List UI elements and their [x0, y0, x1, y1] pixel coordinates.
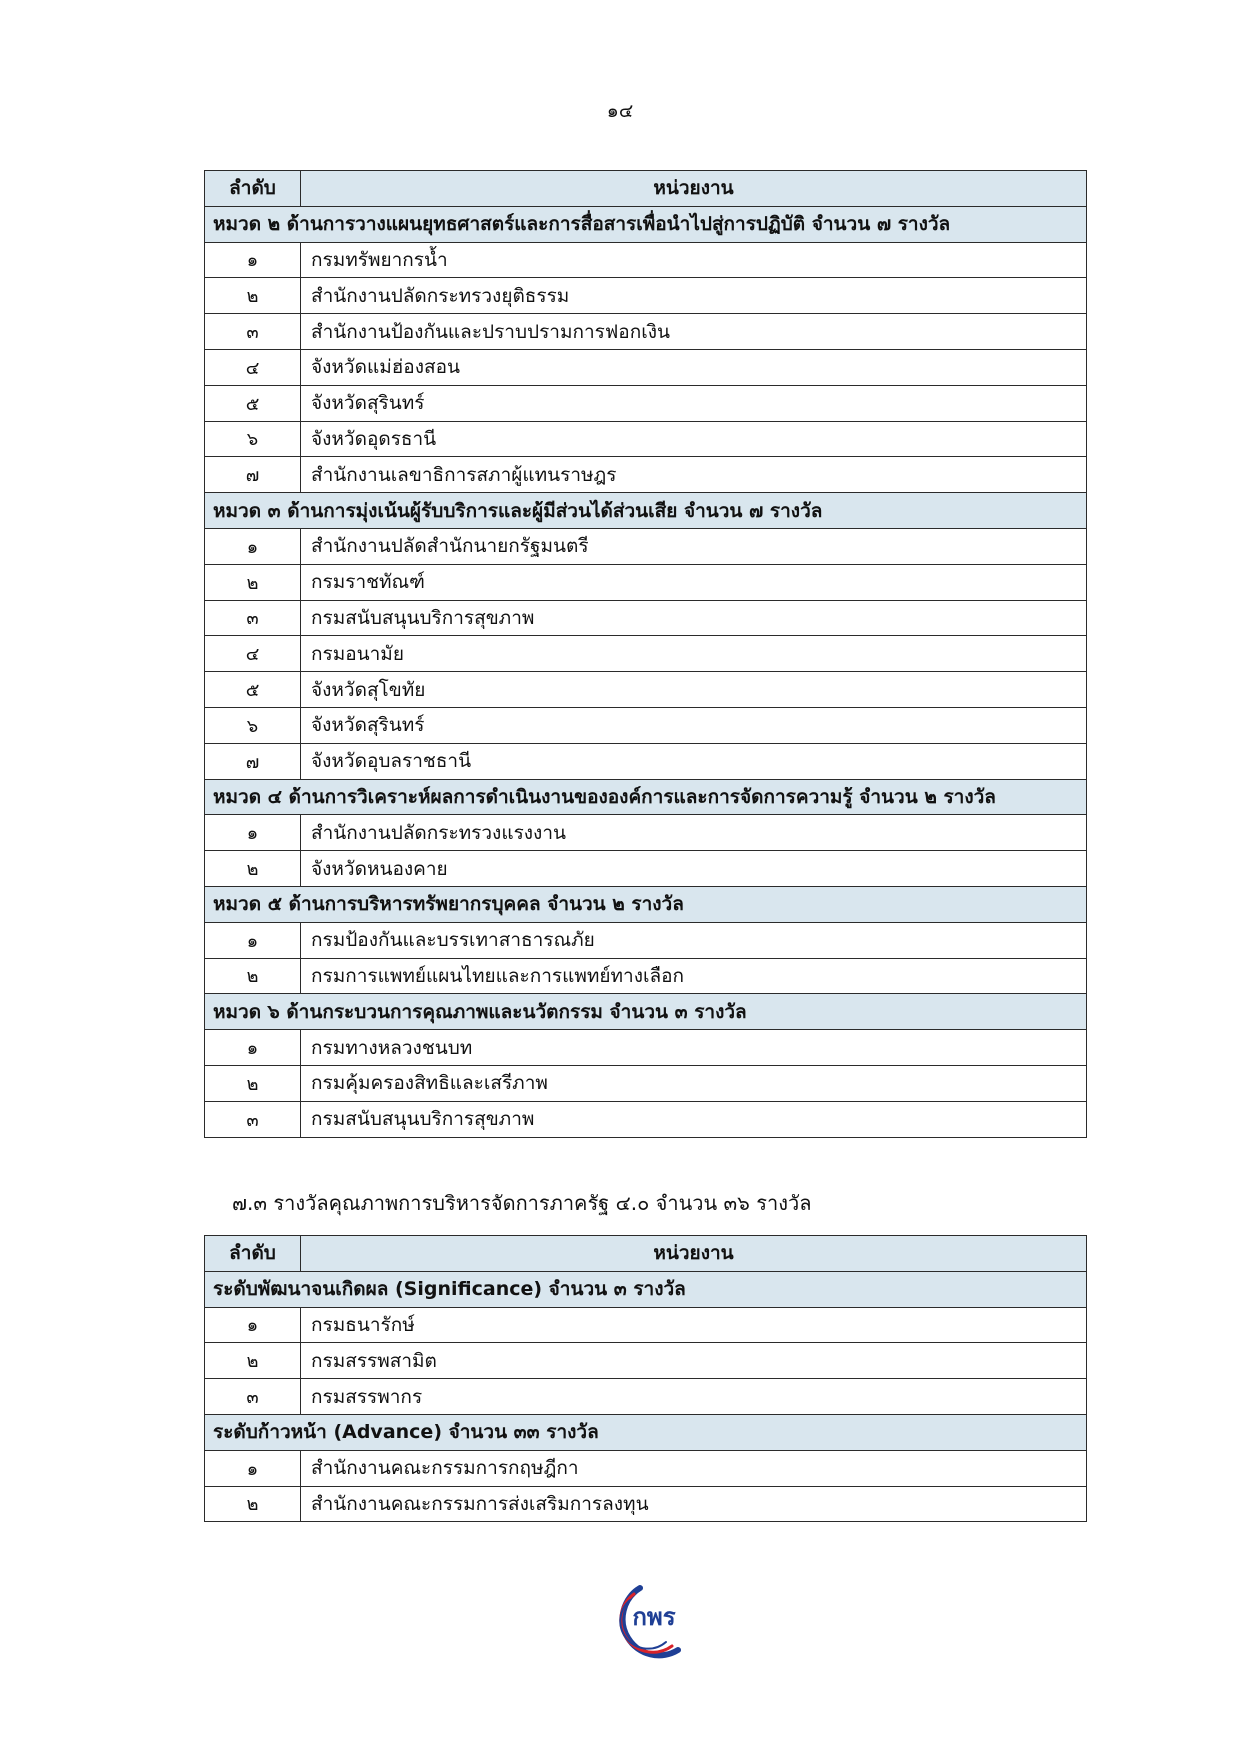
row-number: ๑	[205, 242, 301, 278]
agency-name: กรมสรรพสามิต	[301, 1343, 1087, 1379]
category-row	[205, 886, 1087, 922]
table-row	[205, 672, 1087, 708]
table-row	[205, 421, 1087, 457]
table-row	[205, 851, 1087, 887]
row-number: ๓	[205, 1379, 301, 1415]
table-row	[205, 922, 1087, 958]
row-number: ๓	[205, 1101, 301, 1137]
row-number: ๑	[205, 1450, 301, 1486]
section-heading: ๗.๓ รางวัลคุณภาพการบริหารจัดการภาครัฐ ๔.๐ จำนวน ๓๖ รางวัล	[232, 1191, 812, 1215]
table-row	[205, 1101, 1087, 1137]
row-number: ๑	[205, 1307, 301, 1343]
page-number: ๑๔	[606, 100, 634, 122]
category-title: หมวด ๒ ด้านการวางแผนยุทธศาสตร์และการสื่อสารเพื่อนำไปสู่การปฏิบัติ จำนวน ๗ รางวัล	[205, 206, 1087, 242]
table-row	[205, 743, 1087, 779]
award-table-pmqa-levels	[204, 1235, 1087, 1522]
table-row	[205, 528, 1087, 564]
agency-name: กรมสรรพากร	[301, 1379, 1087, 1415]
row-number: ๒	[205, 278, 301, 314]
row-number: ๕	[205, 385, 301, 421]
category-row	[205, 994, 1087, 1030]
row-number: ๒	[205, 1343, 301, 1379]
agency-name: จังหวัดสุโขทัย	[301, 672, 1087, 708]
table-row	[205, 349, 1087, 385]
row-number: ๒	[205, 1486, 301, 1522]
row-number: ๑	[205, 922, 301, 958]
header-number: ลำดับ	[205, 1236, 301, 1272]
agency-name: สำนักงานปลัดกระทรวงแรงงาน	[301, 815, 1087, 851]
table-header-row	[205, 171, 1087, 207]
agency-name: กรมราชทัณฑ์	[301, 564, 1087, 600]
agency-name: สำนักงานป้องกันและปราบปรามการฟอกเงิน	[301, 314, 1087, 350]
row-number: ๒	[205, 958, 301, 994]
row-number: ๓	[205, 314, 301, 350]
table-row	[205, 1065, 1087, 1101]
agency-name: กรมสนับสนุนบริการสุขภาพ	[301, 600, 1087, 636]
row-number: ๑	[205, 528, 301, 564]
agency-name: สำนักงานปลัดสำนักนายกรัฐมนตรี	[301, 528, 1087, 564]
agency-name: จังหวัดอุดรธานี	[301, 421, 1087, 457]
row-number: ๒	[205, 1065, 301, 1101]
row-number: ๖	[205, 421, 301, 457]
row-number: ๗	[205, 743, 301, 779]
table-row	[205, 815, 1087, 851]
agency-name: กรมคุ้มครองสิทธิและเสรีภาพ	[301, 1065, 1087, 1101]
table-header-row	[205, 1236, 1087, 1272]
table-row	[205, 1379, 1087, 1415]
row-number: ๔	[205, 636, 301, 672]
table-row	[205, 1450, 1087, 1486]
category-row	[205, 779, 1087, 815]
row-number: ๒	[205, 564, 301, 600]
agency-name: กรมทางหลวงชนบท	[301, 1030, 1087, 1066]
opdc-logo-icon	[600, 1580, 700, 1660]
row-number: ๖	[205, 707, 301, 743]
agency-name: สำนักงานคณะกรรมการกฤษฎีกา	[301, 1450, 1087, 1486]
category-row	[205, 206, 1087, 242]
row-number: ๑	[205, 1030, 301, 1066]
table-row	[205, 707, 1087, 743]
category-row	[205, 1271, 1087, 1307]
header-number: ลำดับ	[205, 171, 301, 207]
category-title: ระดับก้าวหน้า (Advance) จำนวน ๓๓ รางวัล	[205, 1414, 1087, 1450]
row-number: ๔	[205, 349, 301, 385]
table-row	[205, 314, 1087, 350]
agency-name: จังหวัดอุบลราชธานี	[301, 743, 1087, 779]
header-agency: หน่วยงาน	[301, 171, 1087, 207]
agency-name: สำนักงานคณะกรรมการส่งเสริมการลงทุน	[301, 1486, 1087, 1522]
category-title: ระดับพัฒนาจนเกิดผล (Significance) จำนวน ๓ รางวัล	[205, 1271, 1087, 1307]
table-row	[205, 564, 1087, 600]
row-number: ๗	[205, 457, 301, 493]
table-row	[205, 242, 1087, 278]
table-row	[205, 1343, 1087, 1379]
agency-name: กรมการแพทย์แผนไทยและการแพทย์ทางเลือก	[301, 958, 1087, 994]
row-number: ๒	[205, 851, 301, 887]
table-row	[205, 385, 1087, 421]
table-row	[205, 1486, 1087, 1522]
agency-name: กรมป้องกันและบรรเทาสาธารณภัย	[301, 922, 1087, 958]
table-row	[205, 958, 1087, 994]
category-title: หมวด ๖ ด้านกระบวนการคุณภาพและนวัตกรรม จำนวน ๓ รางวัล	[205, 994, 1087, 1030]
logo-text: กพร	[632, 1603, 676, 1631]
agency-name: กรมทรัพยากรน้ำ	[301, 242, 1087, 278]
category-title: หมวด ๔ ด้านการวิเคราะห์ผลการดำเนินงานขององค์การและการจัดการความรู้ จำนวน ๒ รางวัล	[205, 779, 1087, 815]
table-row	[205, 600, 1087, 636]
table-row	[205, 1030, 1087, 1066]
agency-name: กรมสนับสนุนบริการสุขภาพ	[301, 1101, 1087, 1137]
agency-name: สำนักงานเลขาธิการสภาผู้แทนราษฎร	[301, 457, 1087, 493]
award-table-categories	[204, 170, 1087, 1138]
row-number: ๑	[205, 815, 301, 851]
table-row	[205, 636, 1087, 672]
category-title: หมวด ๕ ด้านการบริหารทรัพยากรบุคคล จำนวน ๒ รางวัล	[205, 886, 1087, 922]
agency-name: จังหวัดสุรินทร์	[301, 385, 1087, 421]
table-row	[205, 1307, 1087, 1343]
category-row	[205, 493, 1087, 529]
row-number: ๓	[205, 600, 301, 636]
agency-name: สำนักงานปลัดกระทรวงยุติธรรม	[301, 278, 1087, 314]
header-agency: หน่วยงาน	[301, 1236, 1087, 1272]
row-number: ๕	[205, 672, 301, 708]
table-row	[205, 278, 1087, 314]
agency-name: จังหวัดหนองคาย	[301, 851, 1087, 887]
agency-name: จังหวัดสุรินทร์	[301, 707, 1087, 743]
agency-name: กรมธนารักษ์	[301, 1307, 1087, 1343]
table-row	[205, 457, 1087, 493]
agency-name: จังหวัดแม่ฮ่องสอน	[301, 349, 1087, 385]
category-title: หมวด ๓ ด้านการมุ่งเน้นผู้รับบริการและผู้มีส่วนได้ส่วนเสีย จำนวน ๗ รางวัล	[205, 493, 1087, 529]
agency-name: กรมอนามัย	[301, 636, 1087, 672]
category-row	[205, 1414, 1087, 1450]
